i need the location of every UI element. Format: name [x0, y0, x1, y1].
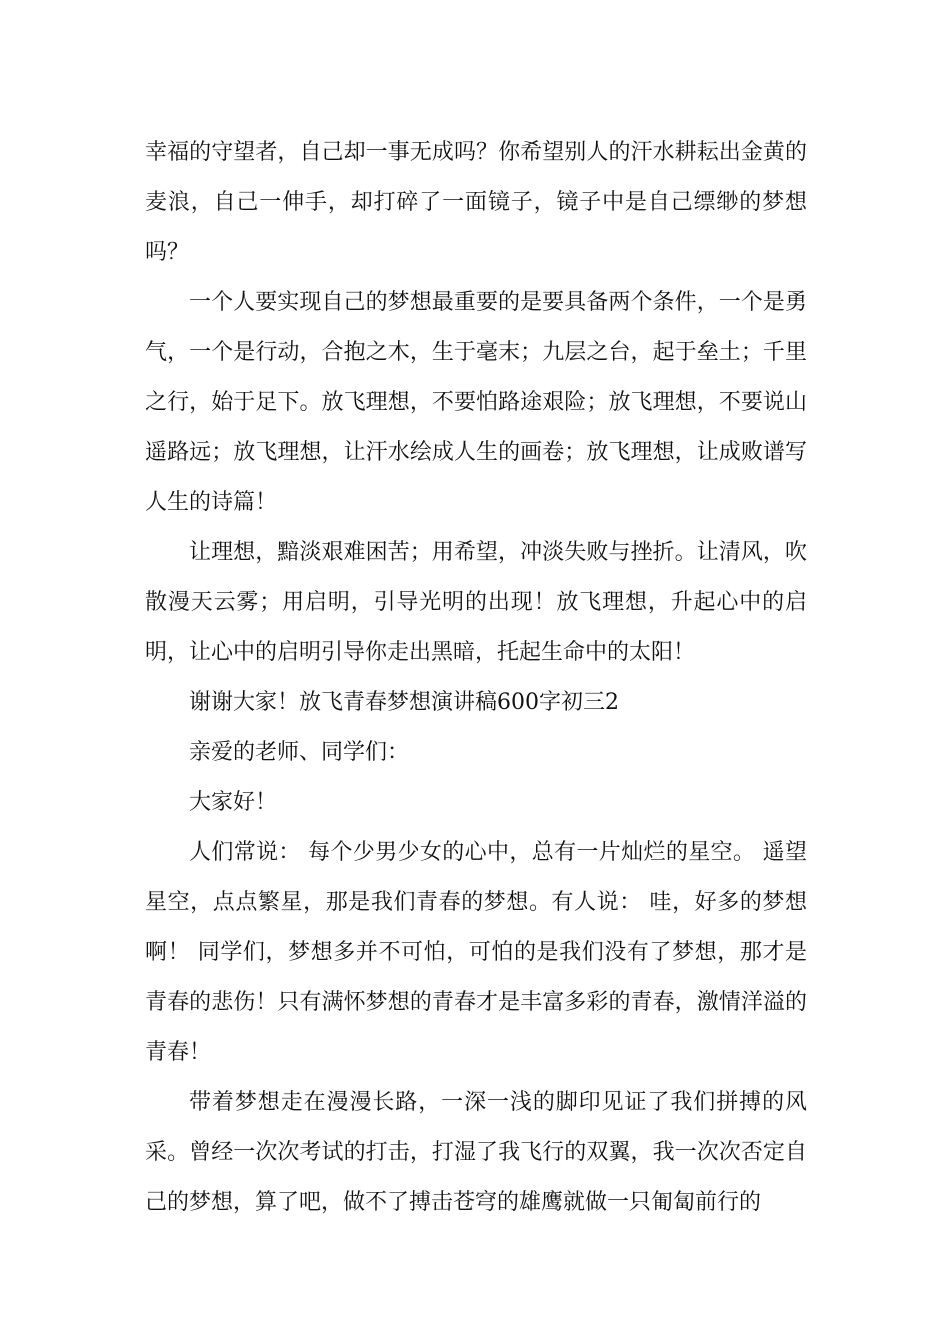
document-body	[145, 128, 807, 1228]
paragraph-1: 幸福的守望者，自己却一事无成吗？你希望别人的汗水耕耘出金黄的麦浪，自己一伸手，却打碎了一面镜子，镜子中是自己缥缈的梦想吗？	[145, 140, 807, 265]
paragraph-6: 大家好！	[189, 790, 278, 815]
paragraph-2: 一个人要实现自己的梦想最重要的是要具备两个条件，一个是勇气，一个是行动，合抱之木，生于毫末；九层之台，起于垒土；千里之行，始于足下。放飞理想，不要怕路途艰险；放飞理想，不要说山遥路远；放飞理想，让汗水绘成人生的画卷；放飞理想，让成败谱写人生的诗篇！	[145, 290, 807, 515]
paragraph-8: 带着梦想走在漫漫长路，一深一浅的脚印见证了我们拼搏的风采。曾经一次次考试的打击，打湿了我飞行的双翼，我一次次否定自己的梦想，算了吧，做不了搏击苍穹的雄鹰就做一只匍匐前行的	[145, 1090, 807, 1215]
paragraph-5: 亲爱的老师、同学们：	[189, 740, 410, 765]
paragraph-7: 人们常说： 每个少男少女的心中，总有一片灿烂的星空。 遥望星空，点点繁星，那是我们青春的梦想。有人说： 哇，好多的梦想啊！ 同学们，梦想多并不可怕，可怕的是我们没有了梦想，那才是青春的悲伤！只有满怀梦想的青春才是丰富多彩的青春，激情洋溢的青春！	[145, 840, 807, 1065]
paragraph-3: 让理想，黯淡艰难困苦；用希望，冲淡失败与挫折。让清风，吹散漫天云雾；用启明，引导光明的出现！放飞理想，升起心中的启明，让心中的启明引导你走出黑暗，托起生命中的太阳！	[145, 540, 807, 665]
paragraph-4: 谢谢大家！放飞青春梦想演讲稿600字初三2	[189, 690, 619, 715]
